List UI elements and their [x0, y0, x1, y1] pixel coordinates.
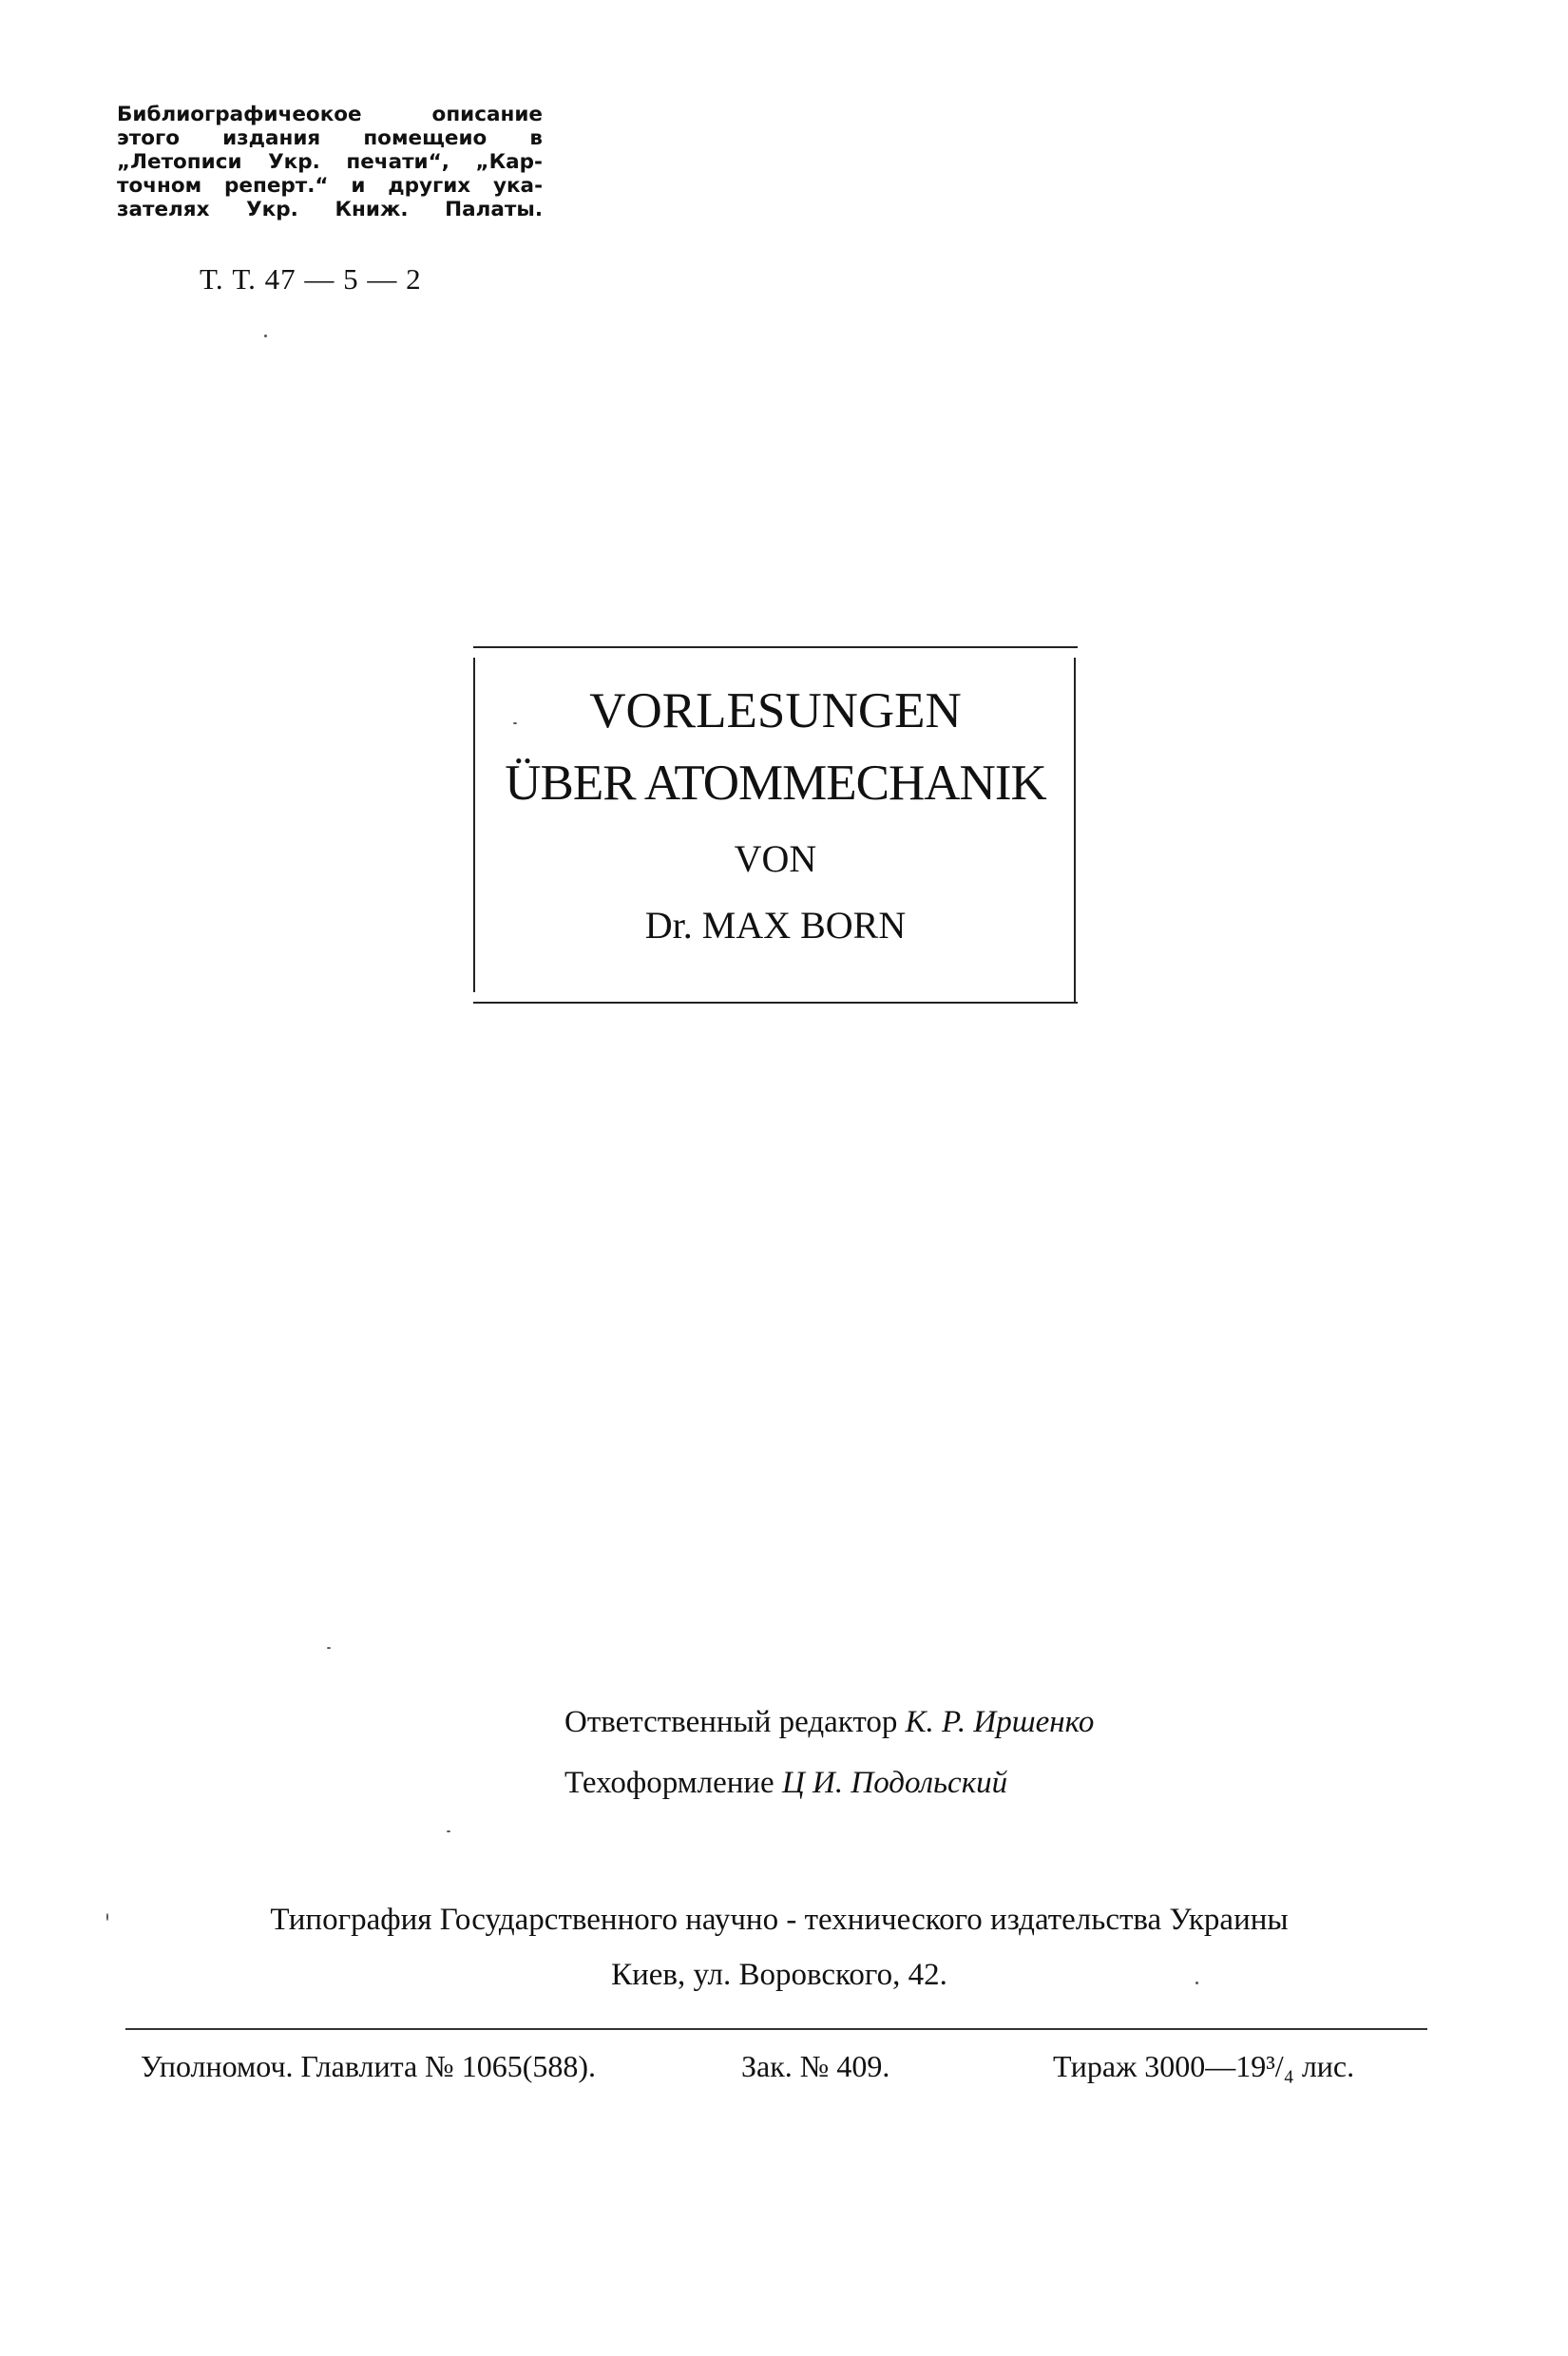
frame-border-top — [473, 646, 1078, 648]
title-byline-von: VON — [734, 837, 817, 880]
printer-name: Типография Государственного научно - технического издательства Украины — [270, 1903, 1289, 1937]
print-run: Тираж 3000—19³/₄ лис. — [1053, 2049, 1355, 2083]
scan-speck — [106, 1913, 108, 1921]
scan-speck — [513, 722, 517, 724]
scan-speck — [1195, 1982, 1198, 1984]
bibliographic-line: точном реперт.“ и других ука- — [117, 174, 543, 198]
design-role: Техоформление — [564, 1766, 774, 1800]
bibliographic-line: Библиографичеокое описание — [117, 103, 543, 126]
frame-border-bottom — [473, 1002, 1078, 1004]
bibliographic-line: зателях Укр. Книж. Палаты. — [117, 198, 543, 221]
author-name: Dr. MAX BORN — [644, 904, 907, 947]
scan-speck — [264, 335, 267, 337]
bibliographic-line: этого издания помещеио в — [117, 126, 543, 150]
design-name: Ц И. Подольский — [781, 1766, 1008, 1800]
footer-divider — [125, 2028, 1427, 2030]
bibliographic-line: „Летописи Укр. печати“, „Кар- — [117, 150, 543, 174]
authorization-number: Уполномоч. Главлита № 1065(588). — [141, 2049, 597, 2083]
scan-speck — [447, 1830, 450, 1832]
editor-role: Ответственный редактор — [564, 1705, 898, 1739]
title-frame — [473, 646, 1078, 1006]
catalog-code: Т. Т. 47 — 5 — 2 — [200, 262, 422, 296]
bibliographic-note — [117, 103, 543, 221]
title-line-1: VORLESUNGEN — [589, 683, 962, 738]
editor-name: К. Р. Иршенко — [905, 1705, 1095, 1739]
editor-credit — [564, 1705, 1094, 1740]
title-line-2: ÜBER ATOMMECHANIK — [505, 756, 1046, 811]
design-credit — [564, 1766, 1007, 1801]
scan-speck — [327, 1647, 331, 1649]
printer-address: Киев, ул. Воровского, 42. — [611, 1958, 947, 1992]
order-number: Зак. № 409. — [741, 2049, 890, 2083]
